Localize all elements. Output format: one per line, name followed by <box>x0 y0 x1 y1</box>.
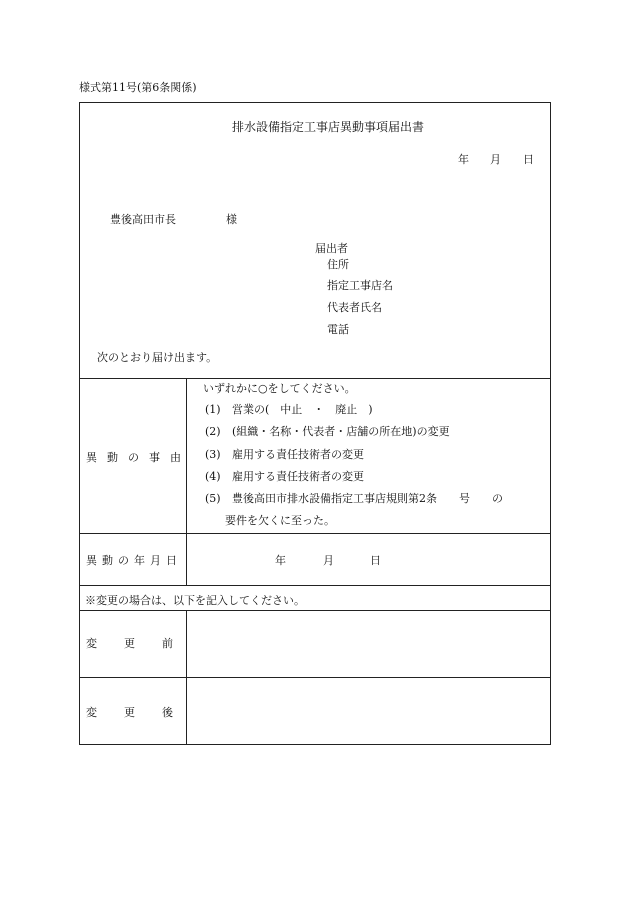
divider-upper <box>186 378 187 585</box>
form-frame <box>79 102 551 745</box>
reason-label-char: 動 <box>107 451 118 464</box>
rule-before-bottom <box>80 677 550 678</box>
reason-item-text: 雇用する責任技術者の変更 <box>232 470 364 483</box>
after-label-char: 後 <box>162 706 173 719</box>
after-content-field[interactable] <box>188 680 548 740</box>
rule-reason-bottom <box>80 533 550 534</box>
reason-item-number: (5) <box>205 492 221 505</box>
applicant-company-label: 指定工事店名 <box>327 279 393 292</box>
after-label <box>86 707 173 718</box>
reason-item-text: (組織・名称・代表者・店舗の所在地)の変更 <box>232 425 450 438</box>
reason-item-number: (1) <box>205 403 221 416</box>
change-date-label-char: 月 <box>150 554 161 567</box>
reason-label-char: 事 <box>149 451 160 464</box>
applicant-phone-label: 電話 <box>327 323 349 336</box>
date-month-label: 月 <box>490 153 501 166</box>
after-label-char: 変 <box>86 706 97 719</box>
reason-item-number: (4) <box>205 470 221 483</box>
change-date-label-char: 日 <box>166 554 177 567</box>
rule-header-bottom <box>80 378 550 379</box>
applicant-heading: 届出者 <box>315 242 348 255</box>
after-label-char: 更 <box>124 706 135 719</box>
reason-instruction: いずれかに○をしてください。 <box>203 382 356 395</box>
before-label <box>86 638 173 649</box>
reason-item5-continuation: 要件を欠くに至った。 <box>225 514 335 527</box>
change-date-label-char: 動 <box>102 554 113 567</box>
applicant-address-label: 住所 <box>327 258 349 271</box>
reason-item-number: (2) <box>205 425 221 438</box>
change-date-label-char: 年 <box>134 554 145 567</box>
reason-item-text: 雇用する責任技術者の変更 <box>232 448 364 461</box>
rule-note-bottom <box>80 610 550 611</box>
change-note: ※変更の場合は、以下を記入してください。 <box>85 594 305 607</box>
change-date-label <box>86 555 177 566</box>
honorific: 様 <box>226 213 237 226</box>
reason-label-char: 由 <box>170 451 181 464</box>
reason-label-char: の <box>128 451 139 464</box>
addressee: 豊後高田市長 <box>110 213 176 226</box>
change-date-label-char: の <box>118 554 129 567</box>
reason-label <box>86 452 181 463</box>
date-year-label: 年 <box>458 153 469 166</box>
before-label-char: 前 <box>162 637 173 650</box>
change-date-day-label: 日 <box>370 554 381 567</box>
change-date-year-label: 年 <box>275 554 286 567</box>
change-date-label-char: 異 <box>86 554 97 567</box>
reason-item-text: 豊後高田市排水設備指定工事店規則第2条 号 の <box>232 492 503 505</box>
reason-label-char: 異 <box>86 451 97 464</box>
reason-item-text: 営業の( 中止 ・ 廃止 ) <box>232 403 373 416</box>
rule-date-bottom <box>80 585 550 586</box>
form-title: 排水設備指定工事店異動事項届出書 <box>232 120 425 134</box>
form-number: 様式第11号(第6条関係) <box>79 81 197 94</box>
date-day-label: 日 <box>523 153 534 166</box>
before-label-char: 変 <box>86 637 97 650</box>
before-label-char: 更 <box>124 637 135 650</box>
divider-lower <box>186 610 187 744</box>
applicant-representative-label: 代表者氏名 <box>327 301 382 314</box>
change-date-month-label: 月 <box>323 554 334 567</box>
reason-item-number: (3) <box>205 448 221 461</box>
intro-text: 次のとおり届け出ます。 <box>97 351 218 364</box>
before-content-field[interactable] <box>188 613 548 673</box>
